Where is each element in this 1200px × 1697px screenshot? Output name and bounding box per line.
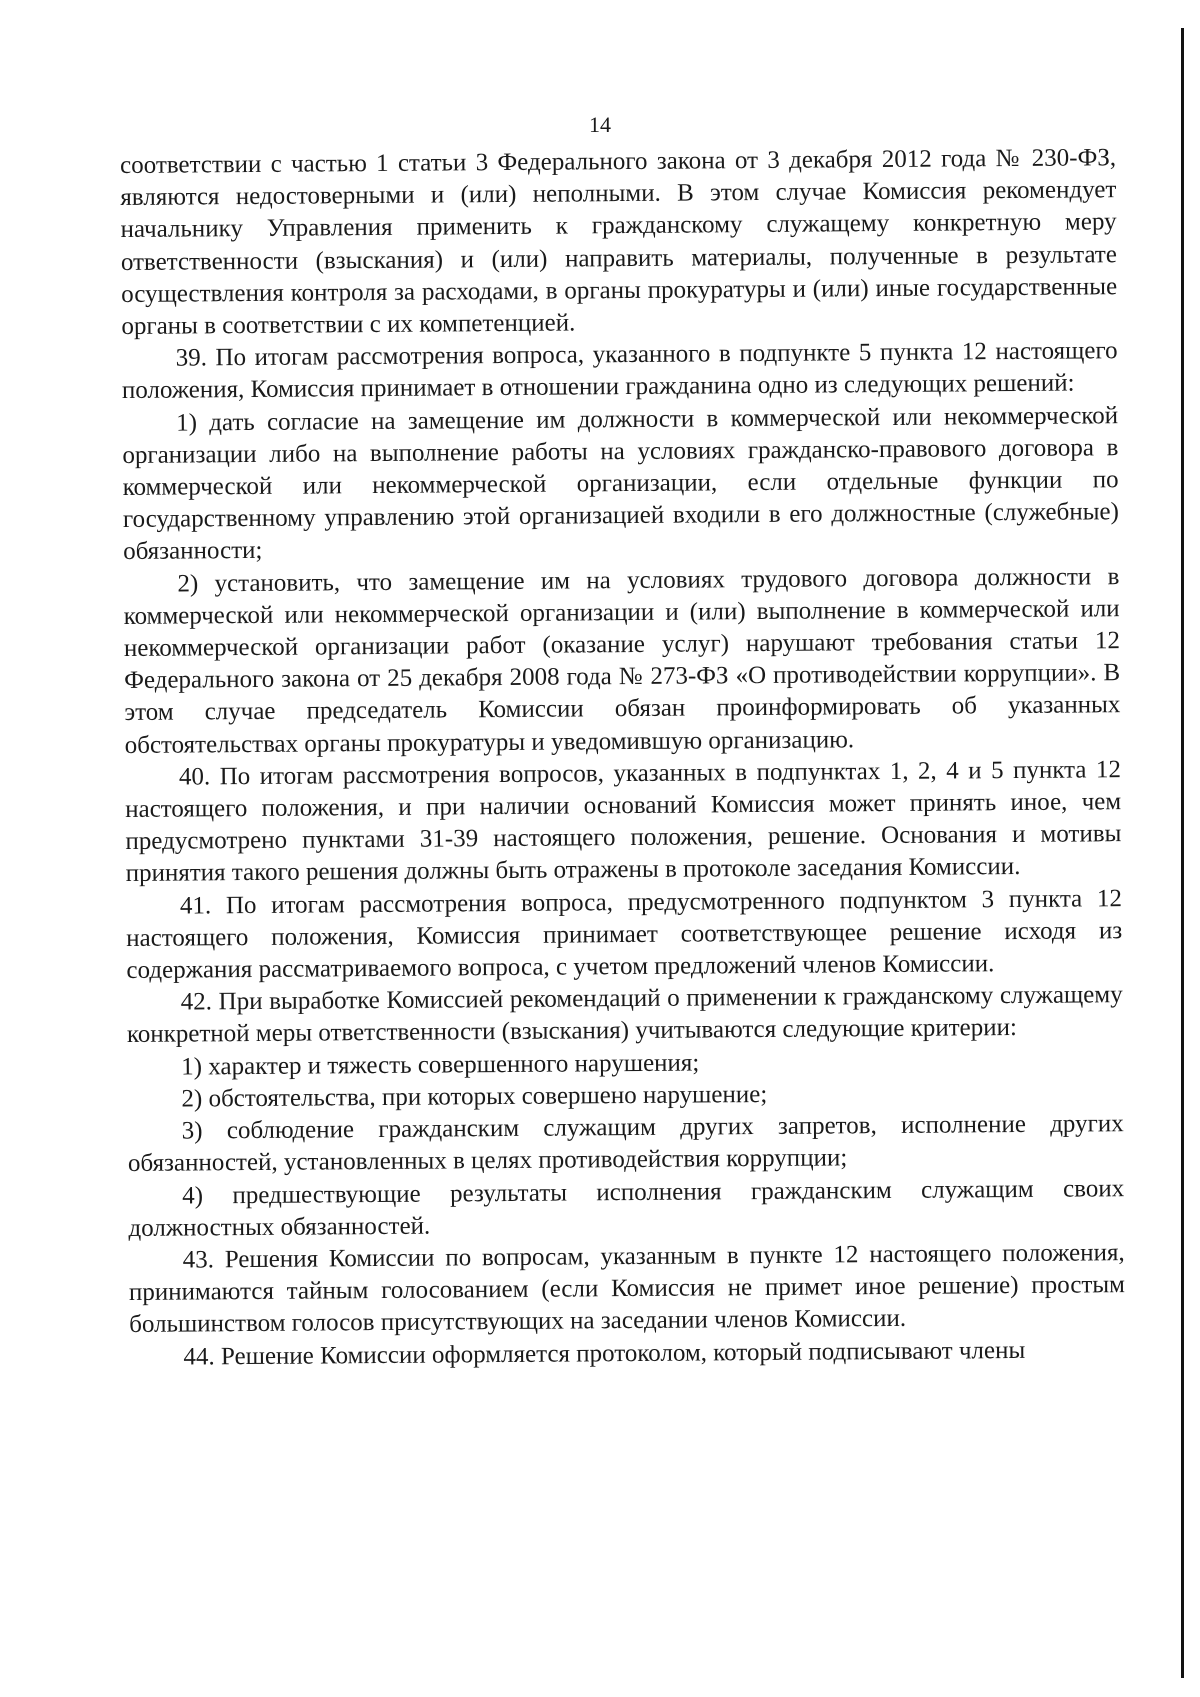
paragraph-continuation: соответствии с частью 1 статьи 3 Федерального закона от 3 декабря 2012 года № 230-ФЗ, являются недостоверными и (или) неполными. В этом случае Комиссия рекомендует начальнику Управления применить к гражданскому служащему конкретную меру ответственности (взыскания) и (или) направить материалы, полученные в результате осуществления контроля за расходами, в органы прокуратуры и (или) иные государственные органы в соответствии с их компетенцией. (120, 144, 1118, 341)
paragraph-42-item-1: 1) характер и тяжесть совершенного нарушения; (181, 1049, 700, 1081)
scan-edge-line (1181, 28, 1184, 1678)
document-body (120, 142, 1126, 1374)
paragraph-43: 43. Решения Комиссии по вопросам, указанным в пункте 12 настоящего положения, принимаются тайным голосованием (если Комиссия не примет иное решение) простым большинством голосов присутствующих на заседании членов Комиссии. (128, 1239, 1126, 1339)
paragraph-39: 39. По итогам рассмотрения вопроса, указанного в подпункте 5 пункта 12 настоящего положения, Комиссия принимает в отношении гражданина одно из следующих решений: (121, 337, 1118, 405)
paragraph-39-item-2: 2) установить, что замещение им на условиях трудового договора должности в коммерческой или некоммерческой организации и (или) выполнение в коммерческой или некоммерческой организации работ (оказание услуг) нарушают требования статьи 12 Федерального закона от 25 декабря 2008 года № 273-ФЗ «О противодействии коррупции». В этом случае председатель Комиссии обязан проинформировать об указанных обстоятельствах органы прокуратуры и уведомившую организацию. (123, 562, 1121, 759)
paragraph-40: 40. По итогам рассмотрения вопросов, указанных в подпунктах 1, 2, 4 и 5 пункта 12 настоящего положения, и при наличии оснований Комиссия может принять иное, чем предусмотрено пунктами 31-39 настоящего положения, решение. Основания и мотивы принятия такого решения должны быть отражены в протоколе заседания Комиссии. (125, 756, 1122, 888)
paragraph-42-item-3: 3) соблюдение гражданским служащим других запретов, исполнение других обязанностей, установленных в целях противодействия коррупции; (127, 1110, 1124, 1178)
page-number: 14 (589, 112, 611, 137)
paragraph-41: 41. По итогам рассмотрения вопроса, предусмотренного подпунктом 3 пункта 12 настоящего положения, Комиссия принимает соответствующее решение исходя из содержания рассматриваемого вопроса, с учетом предложений членов Комиссии. (126, 884, 1123, 985)
paragraph-44: 44. Решение Комиссии оформляется протоколом, который подписывают члены (183, 1336, 1026, 1371)
paragraph-39-item-1: 1) дать согласие на замещение им должности в коммерческой или некоммерческой организации либо на выполнение работы на условиях гражданско-правового договора в коммерческой или некоммерческой организации, если отдельные функции по государственному управлению этой организацией входили в его должностные (служебные) обязанности; (122, 401, 1119, 566)
paragraph-42-item-2: 2) обстоятельства, при которых совершено нарушение; (181, 1080, 768, 1113)
paragraph-42-item-4: 4) предшествующие результаты исполнения гражданским служащим своих должностных обязанностей. (128, 1174, 1125, 1242)
paragraph-42: 42. При выработке Комиссией рекомендаций о применении к гражданскому служащему конкретной меры ответственности (взыскания) учитываются следующие критерии: (126, 981, 1123, 1049)
